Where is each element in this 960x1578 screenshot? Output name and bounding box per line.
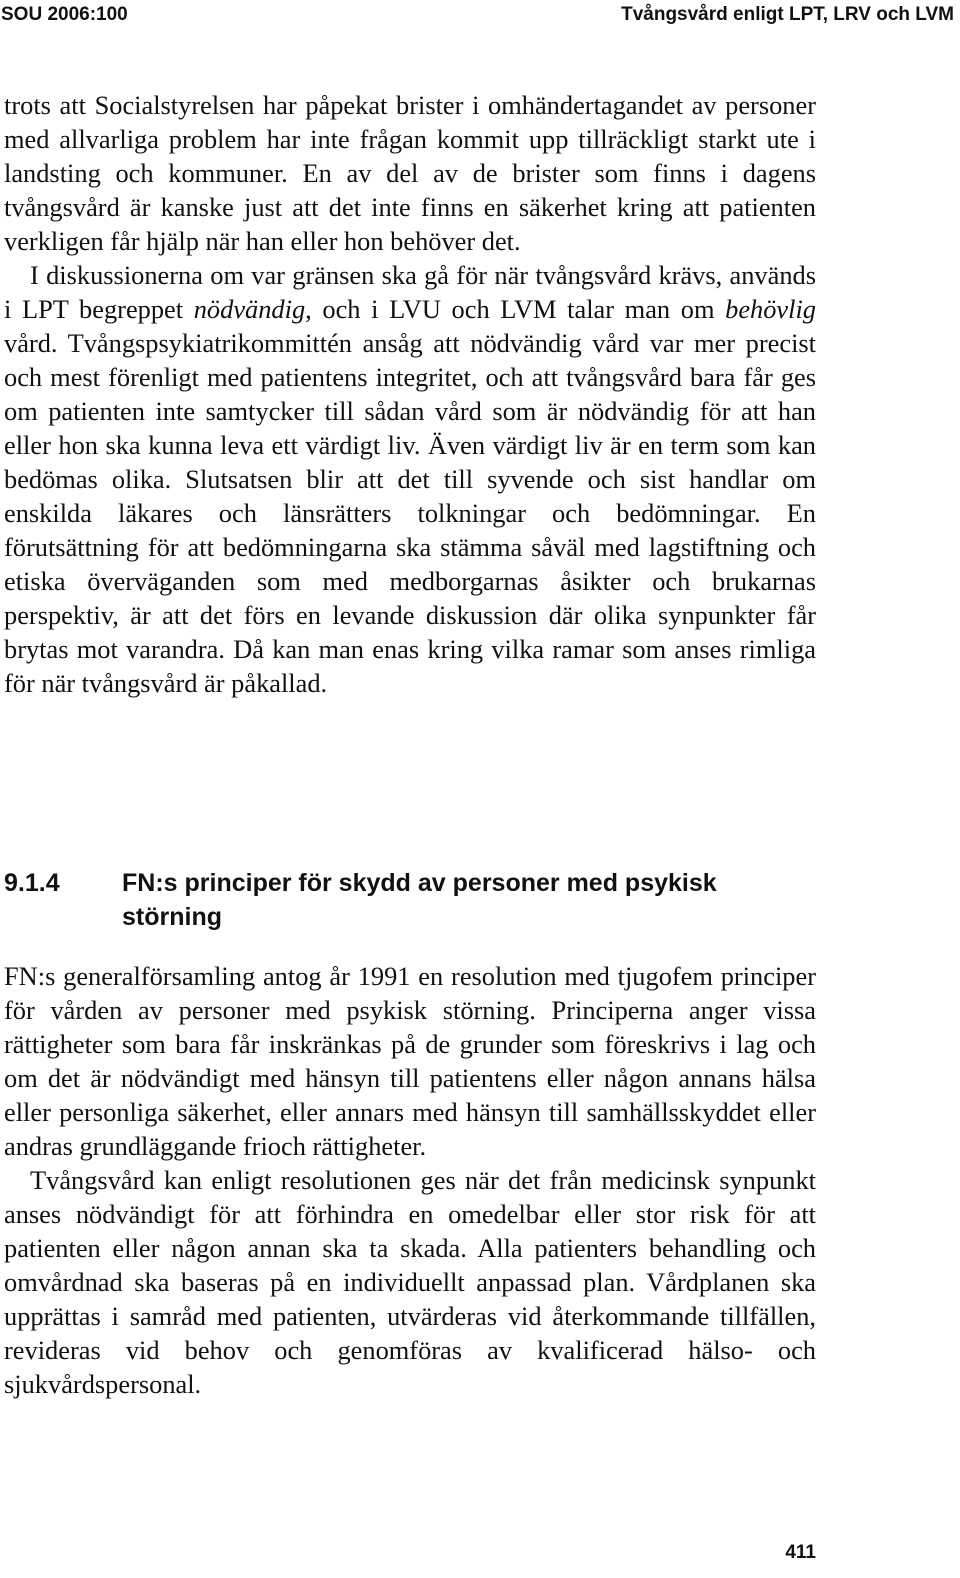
paragraph: FN:s generalförsamling antog år 1991 en resolution med tjugofem principer för vården av personer med psykisk störning. Principerna anger vissa rättigheter som bara får inskränkas på de grunder som föreskrivs i lag och om det är nödvändigt med hänsyn till patientens eller någon annans hälsa eller personliga säkerhet, eller annars med hänsyn till samhällsskyddet eller andras grundläggande frioch rättigheter. [4,961,816,1161]
document-id: SOU 2006:100 [1,4,128,25]
page-number: 411 [785,1542,816,1563]
section-title: FN:s principer för skydd av personer med psykisk störning [122,869,717,931]
emphasis-term: nödvändig [193,294,306,324]
section-number: 9.1.4 [4,869,60,897]
running-header [0,2,958,28]
paragraph [4,258,816,700]
chapter-title: Tvångsvård enligt LPT, LRV och LVM [621,4,954,25]
body-section-1 [4,88,816,700]
body-section-2 [4,959,816,1401]
paragraph: trots att Socialstyrelsen har påpekat brister i omhändertagandet av personer med allvarliga problem har inte frågan kommit upp tillräckligt starkt ute i landsting och kommuner. En av del av de brister som finns i dagens tvångsvård är kanske just att det inte finns en säkerhet kring att patienten verkligen får hjälp när han eller hon behöver det. [4,90,816,256]
paragraph: Tvångsvård kan enligt resolutionen ges när det från medicinsk synpunkt anses nödvändigt för att förhindra en omedelbar eller stor risk för att patienten eller någon annan ska ta skada. Alla patienters behandling och omvårdnad ska baseras på en individuellt anpassad plan. Vårdplanen ska upprättas i samråd med patienten, utvärderas vid återkommande tillfällen, revideras vid behov och genomföras av kvalificerad hälso- och sjukvårdspersonal. [4,1165,816,1399]
emphasis-term: behövlig [725,294,816,324]
text-run: I diskussionerna om var gränsen ska gå för när tvångsvård krävs, används i LPT begreppet [4,260,816,324]
text-run: , och i LVU och LVM talar man om [305,294,726,324]
text-run: vård. Tvångspsykiatrikommittén ansåg att nödvändig vård var mer precist och mest förenligt med patientens integritet, och att tvångsvård bara får ges om patienten inte samtycker till sådan vård som är nödvändig för att han eller hon ska kunna leva ett värdigt liv. Även värdigt liv är en term som kan bedömas olika. Slutsatsen blir att det till syvende och sist handlar om enskilda läkares och länsrätters tolkningar och bedömningar. En förutsättning för att bedömningarna ska stämma såväl med lagstiftning och etiska överväganden som med medborgarnas åsikter och brukarnas perspektiv, är att det förs en levande diskussion där olika synpunkter får brytas mot varandra. Då kan man enas kring vilka ramar som anses rimliga för när tvångsvård är påkallad. [4,328,816,698]
